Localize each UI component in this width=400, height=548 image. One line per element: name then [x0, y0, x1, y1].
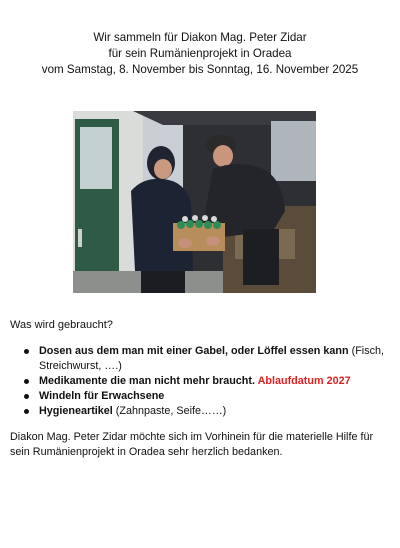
item-bold-text: Windeln für Erwachsene [39, 390, 165, 402]
item-bold-text: Hygieneartikel [39, 405, 113, 417]
header-line-2: für sein Rumänienprojekt in Oradea [108, 47, 292, 60]
item-normal-text: (Fisch, Streichwurst, ….) [39, 345, 384, 372]
donation-photo [73, 111, 316, 293]
needs-list [22, 344, 384, 419]
list-item [22, 374, 384, 389]
bullet-icon [24, 349, 29, 354]
item-bold-text: Dosen aus dem man mit einer Gabel, oder Löffel essen kann [39, 345, 349, 357]
item-bold-text: Medikamente die man nicht mehr braucht. [39, 375, 255, 387]
list-item [22, 344, 384, 374]
header-line-1: Wir sammeln für Diakon Mag. Peter Zidar [93, 31, 307, 44]
thank-you-text: Diakon Mag. Peter Zidar möchte sich im Vorhinein für die materielle Hilfe für sein Rumänienprojekt in Oradea sehr herzlich bedanken. [10, 431, 374, 458]
question-heading: Was wird gebraucht? [10, 319, 113, 331]
bullet-icon [24, 409, 29, 414]
flyer-header [0, 30, 400, 78]
list-item [22, 389, 384, 404]
bullet-icon [24, 379, 29, 384]
bullet-icon [24, 394, 29, 399]
item-normal-text: (Zahnpaste, Seife……) [112, 405, 227, 417]
header-line-3: vom Samstag, 8. November bis Sonntag, 16. November 2025 [41, 63, 359, 76]
list-item [22, 404, 384, 419]
expiry-highlight: Ablaufdatum 2027 [255, 375, 351, 387]
